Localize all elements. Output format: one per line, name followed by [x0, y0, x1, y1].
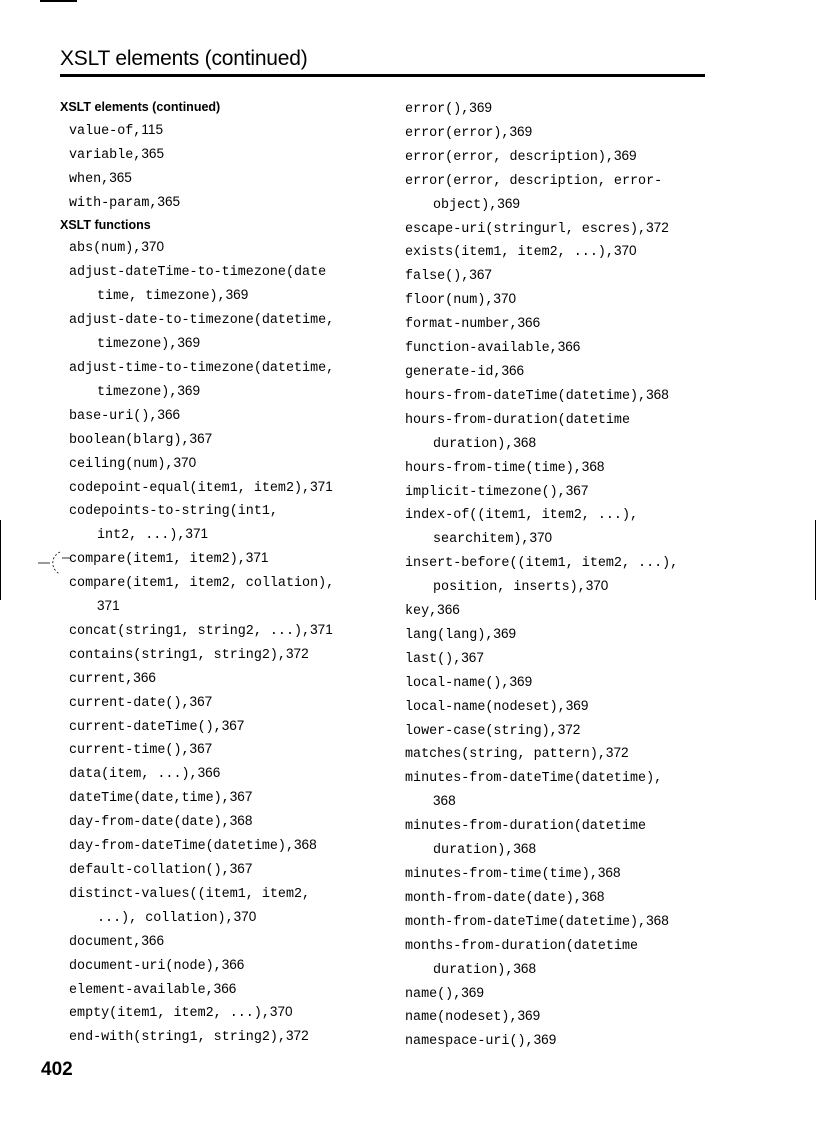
entry-page-ref: 366	[157, 406, 181, 422]
entry-page-ref: 368	[646, 386, 669, 402]
index-entry	[60, 691, 380, 715]
entry-page-ref: 369	[225, 287, 249, 303]
entry-term: month-from-dateTime(datetime),	[405, 914, 647, 930]
entry-term: value-of,	[69, 123, 142, 139]
index-entry	[405, 384, 715, 408]
index-entry	[405, 671, 715, 695]
entry-page-ref: 368	[229, 813, 253, 829]
entry-page-ref: 367	[469, 267, 492, 283]
entry-page-ref: 367	[189, 693, 213, 709]
entry-term: hours-from-time(time),	[405, 460, 582, 476]
entry-term: variable,	[69, 147, 142, 163]
entry-page-ref: 371	[310, 478, 333, 494]
entry-page-ref: 369	[509, 673, 533, 689]
entry-page-ref: 366	[221, 956, 245, 972]
page-title: XSLT elements (continued)	[60, 47, 308, 70]
entry-page-ref: 366	[501, 362, 525, 378]
entry-term: current,	[69, 671, 134, 687]
index-entry	[60, 715, 380, 739]
index-entry	[405, 695, 715, 719]
entry-page-ref: 367	[229, 861, 253, 876]
crop-mark-icon	[38, 548, 70, 578]
entry-term: local-name(nodeset),	[405, 699, 566, 715]
entry-term: namespace-uri(),	[405, 1034, 534, 1050]
entry-term: distinct-values((item1, item2,	[69, 886, 311, 902]
entry-term: error(error),	[405, 125, 510, 141]
index-entry	[405, 240, 715, 264]
entry-page-ref: 369	[469, 100, 492, 115]
index-entry-continuation	[60, 906, 380, 930]
entry-term: hours-from-dateTime(datetime),	[405, 388, 647, 404]
entry-page-ref: 369	[565, 697, 589, 713]
entry-term: element-available,	[69, 982, 214, 998]
entry-term: lower-case(string),	[405, 723, 558, 739]
index-entry	[60, 667, 380, 691]
entry-page-ref: 367	[229, 789, 253, 805]
entry-term: document-uri(node),	[69, 958, 222, 974]
index-entry	[405, 97, 715, 121]
index-entry	[60, 452, 380, 476]
entry-term: object),	[433, 197, 498, 213]
index-entry-continuation	[405, 958, 715, 982]
index-entry-continuation	[60, 523, 380, 547]
index-entry	[60, 260, 380, 284]
index-entry	[405, 647, 715, 671]
entry-page-ref: 366	[141, 932, 165, 948]
entry-term: last(),	[405, 651, 462, 667]
index-entry	[405, 288, 715, 312]
entry-page-ref: 372	[605, 745, 629, 761]
entry-page-ref: 365	[109, 169, 132, 185]
index-entry	[60, 308, 380, 332]
entry-page-ref: 370	[233, 908, 257, 924]
entry-term: error(error, description),	[405, 149, 614, 165]
entry-page-ref: 366	[213, 980, 237, 996]
entry-term: compare(item1, item2, collation),	[69, 576, 335, 592]
entry-term: error(error, description, error-	[405, 173, 663, 189]
index-entry-continuation	[405, 575, 715, 599]
entry-term: ceiling(num),	[69, 456, 174, 472]
index-entry	[405, 1005, 715, 1029]
index-entry	[60, 547, 380, 571]
entry-term: int2, ...),	[97, 528, 186, 544]
index-entry	[405, 408, 715, 432]
index-entry	[60, 356, 380, 380]
index-entry-continuation	[405, 432, 715, 456]
entry-page-ref: 367	[221, 717, 245, 733]
entry-page-ref: 369	[517, 1008, 541, 1024]
index-entry	[60, 882, 380, 906]
top-edge-mark	[40, 0, 77, 2]
index-entry	[405, 742, 715, 766]
entry-page-ref: 370	[269, 1004, 293, 1020]
entry-page-ref: 372	[285, 1028, 309, 1044]
index-entry-continuation	[405, 790, 715, 814]
entry-term: concat(string1, string2, ...),	[69, 623, 311, 639]
index-entry	[60, 810, 380, 834]
index-entry	[405, 456, 715, 480]
entry-term: day-from-date(date),	[69, 815, 230, 831]
entry-term: adjust-date-to-timezone(datetime,	[69, 313, 335, 329]
entry-page-ref: 369	[177, 382, 201, 398]
entry-term: timezone),	[97, 384, 178, 400]
entry-term: day-from-dateTime(datetime),	[69, 839, 294, 855]
entry-term: month-from-date(date),	[405, 890, 582, 906]
entry-page-ref: 369	[461, 984, 484, 1000]
entry-page-ref: 369	[177, 335, 201, 351]
entry-page-ref: 369	[497, 195, 520, 211]
entry-term: months-from-duration(datetime	[405, 938, 639, 954]
index-entry	[405, 982, 715, 1006]
index-entry	[60, 476, 380, 500]
entry-term: lang(lang),	[405, 627, 494, 643]
index-entry	[60, 786, 380, 810]
index-entry	[405, 336, 715, 360]
index-entry	[60, 954, 380, 978]
index-entry	[60, 762, 380, 786]
entry-term: duration),	[433, 436, 514, 452]
entry-term: minutes-from-duration(datetime	[405, 819, 647, 835]
entry-term: current-dateTime(),	[69, 719, 222, 735]
index-section-heading: XSLT functions	[60, 217, 151, 232]
index-entry	[60, 834, 380, 858]
entry-term: escape-uri(stringurl, escres),	[405, 221, 647, 237]
entry-term: insert-before((item1, item2, ...),	[405, 556, 679, 572]
entry-page-ref: 370	[529, 530, 553, 546]
entry-page-ref: 368	[513, 434, 537, 450]
entry-page-ref: 370	[141, 239, 165, 255]
index-entry	[60, 930, 380, 954]
index-entry	[405, 480, 715, 504]
entry-term: current-date(),	[69, 695, 190, 711]
entry-term: boolean(blarg),	[69, 432, 190, 448]
index-entry-continuation	[405, 193, 715, 217]
entry-page-ref: 372	[557, 721, 581, 737]
entry-page-ref: 369	[509, 123, 533, 139]
entry-term: document,	[69, 934, 142, 950]
entry-page-ref: 366	[197, 765, 221, 781]
index-column-right	[405, 97, 715, 1053]
left-edge-rule	[0, 520, 1, 600]
entry-page-ref: 368	[581, 458, 605, 474]
entry-page-ref: 365	[157, 193, 181, 209]
entry-term: function-available,	[405, 341, 558, 357]
entry-page-ref: 367	[189, 741, 213, 757]
entry-term: contains(string1, string2),	[69, 647, 286, 663]
entry-page-ref: 366	[437, 602, 460, 618]
entry-page-ref: 368	[597, 865, 621, 880]
entry-page-ref: 370	[493, 291, 517, 307]
entry-term: minutes-from-dateTime(datetime),	[405, 771, 663, 787]
entry-page-ref: 366	[557, 339, 581, 355]
entry-page-ref: 368	[433, 793, 456, 809]
entry-page-ref: 368	[513, 841, 537, 857]
entry-page-ref: 368	[646, 912, 669, 928]
entry-page-ref: 365	[141, 145, 165, 161]
index-entry-continuation	[60, 284, 380, 308]
entry-term: local-name(),	[405, 675, 510, 691]
index-entry	[60, 978, 380, 1002]
entry-term: abs(num),	[69, 241, 142, 257]
entry-term: adjust-dateTime-to-timezone(date	[69, 265, 327, 281]
index-entry	[405, 623, 715, 647]
entry-page-ref: 369	[493, 625, 517, 641]
entry-term: name(),	[405, 986, 462, 1002]
index-entry	[405, 145, 715, 169]
index-entry-continuation	[60, 595, 380, 619]
entry-term: current-time(),	[69, 743, 190, 759]
entry-page-ref: 366	[517, 315, 541, 331]
entry-term: timezone),	[97, 337, 178, 353]
entry-term: floor(num),	[405, 293, 494, 309]
entry-page-ref: 115	[141, 121, 163, 137]
index-entry	[60, 1001, 380, 1025]
index-entry	[60, 499, 380, 523]
index-entry	[60, 619, 380, 643]
entry-term: exists(item1, item2, ...),	[405, 245, 614, 261]
entry-term: default-collation(),	[69, 863, 230, 878]
page-number: 402	[41, 1059, 73, 1080]
index-entry	[60, 404, 380, 428]
entry-page-ref: 371	[185, 526, 209, 542]
entry-page-ref: 372	[285, 645, 309, 661]
entry-term: generate-id,	[405, 364, 502, 380]
entry-term: implicit-timezone(),	[405, 484, 566, 500]
index-entry	[60, 236, 380, 260]
entry-term: key,	[405, 604, 438, 620]
entry-term: time, timezone),	[97, 289, 226, 305]
index-entry	[60, 643, 380, 667]
entry-term: name(nodeset),	[405, 1010, 518, 1026]
index-entry	[405, 169, 715, 193]
entry-term: codepoint-equal(item1, item2),	[69, 480, 311, 496]
index-section-heading: XSLT elements (continued)	[60, 100, 221, 114]
entry-term: false(),	[405, 269, 470, 285]
index-column-left	[60, 97, 380, 1049]
entry-term: duration),	[433, 962, 514, 978]
index-entry	[405, 503, 715, 527]
index-entry	[405, 814, 715, 838]
entry-term: codepoints-to-string(int1,	[69, 504, 278, 520]
entry-page-ref: 368	[513, 960, 537, 976]
index-entry-continuation	[60, 380, 380, 404]
entry-term: end-with(string1, string2),	[69, 1030, 286, 1046]
entry-page-ref: 367	[565, 482, 589, 498]
entry-term: format-number,	[405, 317, 518, 333]
index-entry	[405, 719, 715, 743]
entry-page-ref: 367	[461, 649, 484, 665]
index-entry	[60, 571, 380, 595]
entry-term: minutes-from-time(time),	[405, 867, 598, 882]
index-entry	[405, 862, 715, 886]
entry-term: duration),	[433, 843, 514, 859]
entry-page-ref: 371	[310, 621, 333, 637]
index-entry-continuation	[405, 838, 715, 862]
index-entry	[60, 143, 380, 167]
entry-term: compare(item1, item2),	[69, 552, 246, 568]
index-entry	[405, 551, 715, 575]
entry-page-ref: 369	[533, 1032, 557, 1048]
entry-page-ref: 371	[97, 598, 120, 614]
index-entry	[405, 360, 715, 384]
index-entry	[60, 738, 380, 762]
index-entry	[60, 1025, 380, 1049]
entry-term: base-uri(),	[69, 408, 158, 424]
index-entry	[60, 167, 380, 191]
entry-term: when,	[69, 171, 110, 187]
running-header	[60, 46, 705, 77]
entry-page-ref: 366	[133, 669, 156, 685]
entry-page-ref: 372	[646, 219, 669, 235]
entry-page-ref: 369	[613, 147, 637, 163]
index-entry	[60, 119, 380, 143]
index-entry	[405, 264, 715, 288]
entry-term: with-param,	[69, 195, 158, 211]
index-entry	[405, 599, 715, 623]
index-entry-continuation	[405, 527, 715, 551]
entry-term: matches(string, pattern),	[405, 747, 606, 763]
index-entry	[405, 910, 715, 934]
entry-page-ref: 368	[294, 837, 317, 853]
entry-term: error(),	[405, 102, 470, 117]
entry-term: index-of((item1, item2, ...),	[405, 508, 639, 524]
index-entry	[60, 858, 380, 882]
index-entry	[405, 766, 715, 790]
entry-term: adjust-time-to-timezone(datetime,	[69, 360, 335, 376]
index-entry	[405, 121, 715, 145]
entry-term: ...), collation),	[97, 910, 234, 926]
index-entry	[405, 217, 715, 241]
entry-page-ref: 367	[189, 430, 213, 446]
index-entry	[60, 428, 380, 452]
entry-page-ref: 370	[585, 578, 609, 594]
index-entry	[405, 886, 715, 910]
entry-page-ref: 368	[581, 888, 605, 904]
index-entry	[405, 1029, 715, 1053]
entry-page-ref: 370	[613, 243, 637, 259]
entry-term: searchitem),	[433, 532, 530, 548]
index-entry	[405, 312, 715, 336]
entry-term: dateTime(date,time),	[69, 791, 230, 807]
index-entry-continuation	[60, 332, 380, 356]
index-entry	[60, 191, 380, 215]
entry-page-ref: 370	[173, 454, 197, 470]
entry-page-ref: 371	[245, 550, 269, 566]
entry-term: data(item, ...),	[69, 767, 198, 783]
index-entry	[405, 934, 715, 958]
entry-term: hours-from-duration(datetime	[405, 412, 630, 428]
entry-term: position, inserts),	[433, 580, 586, 596]
entry-term: empty(item1, item2, ...),	[69, 1006, 270, 1022]
